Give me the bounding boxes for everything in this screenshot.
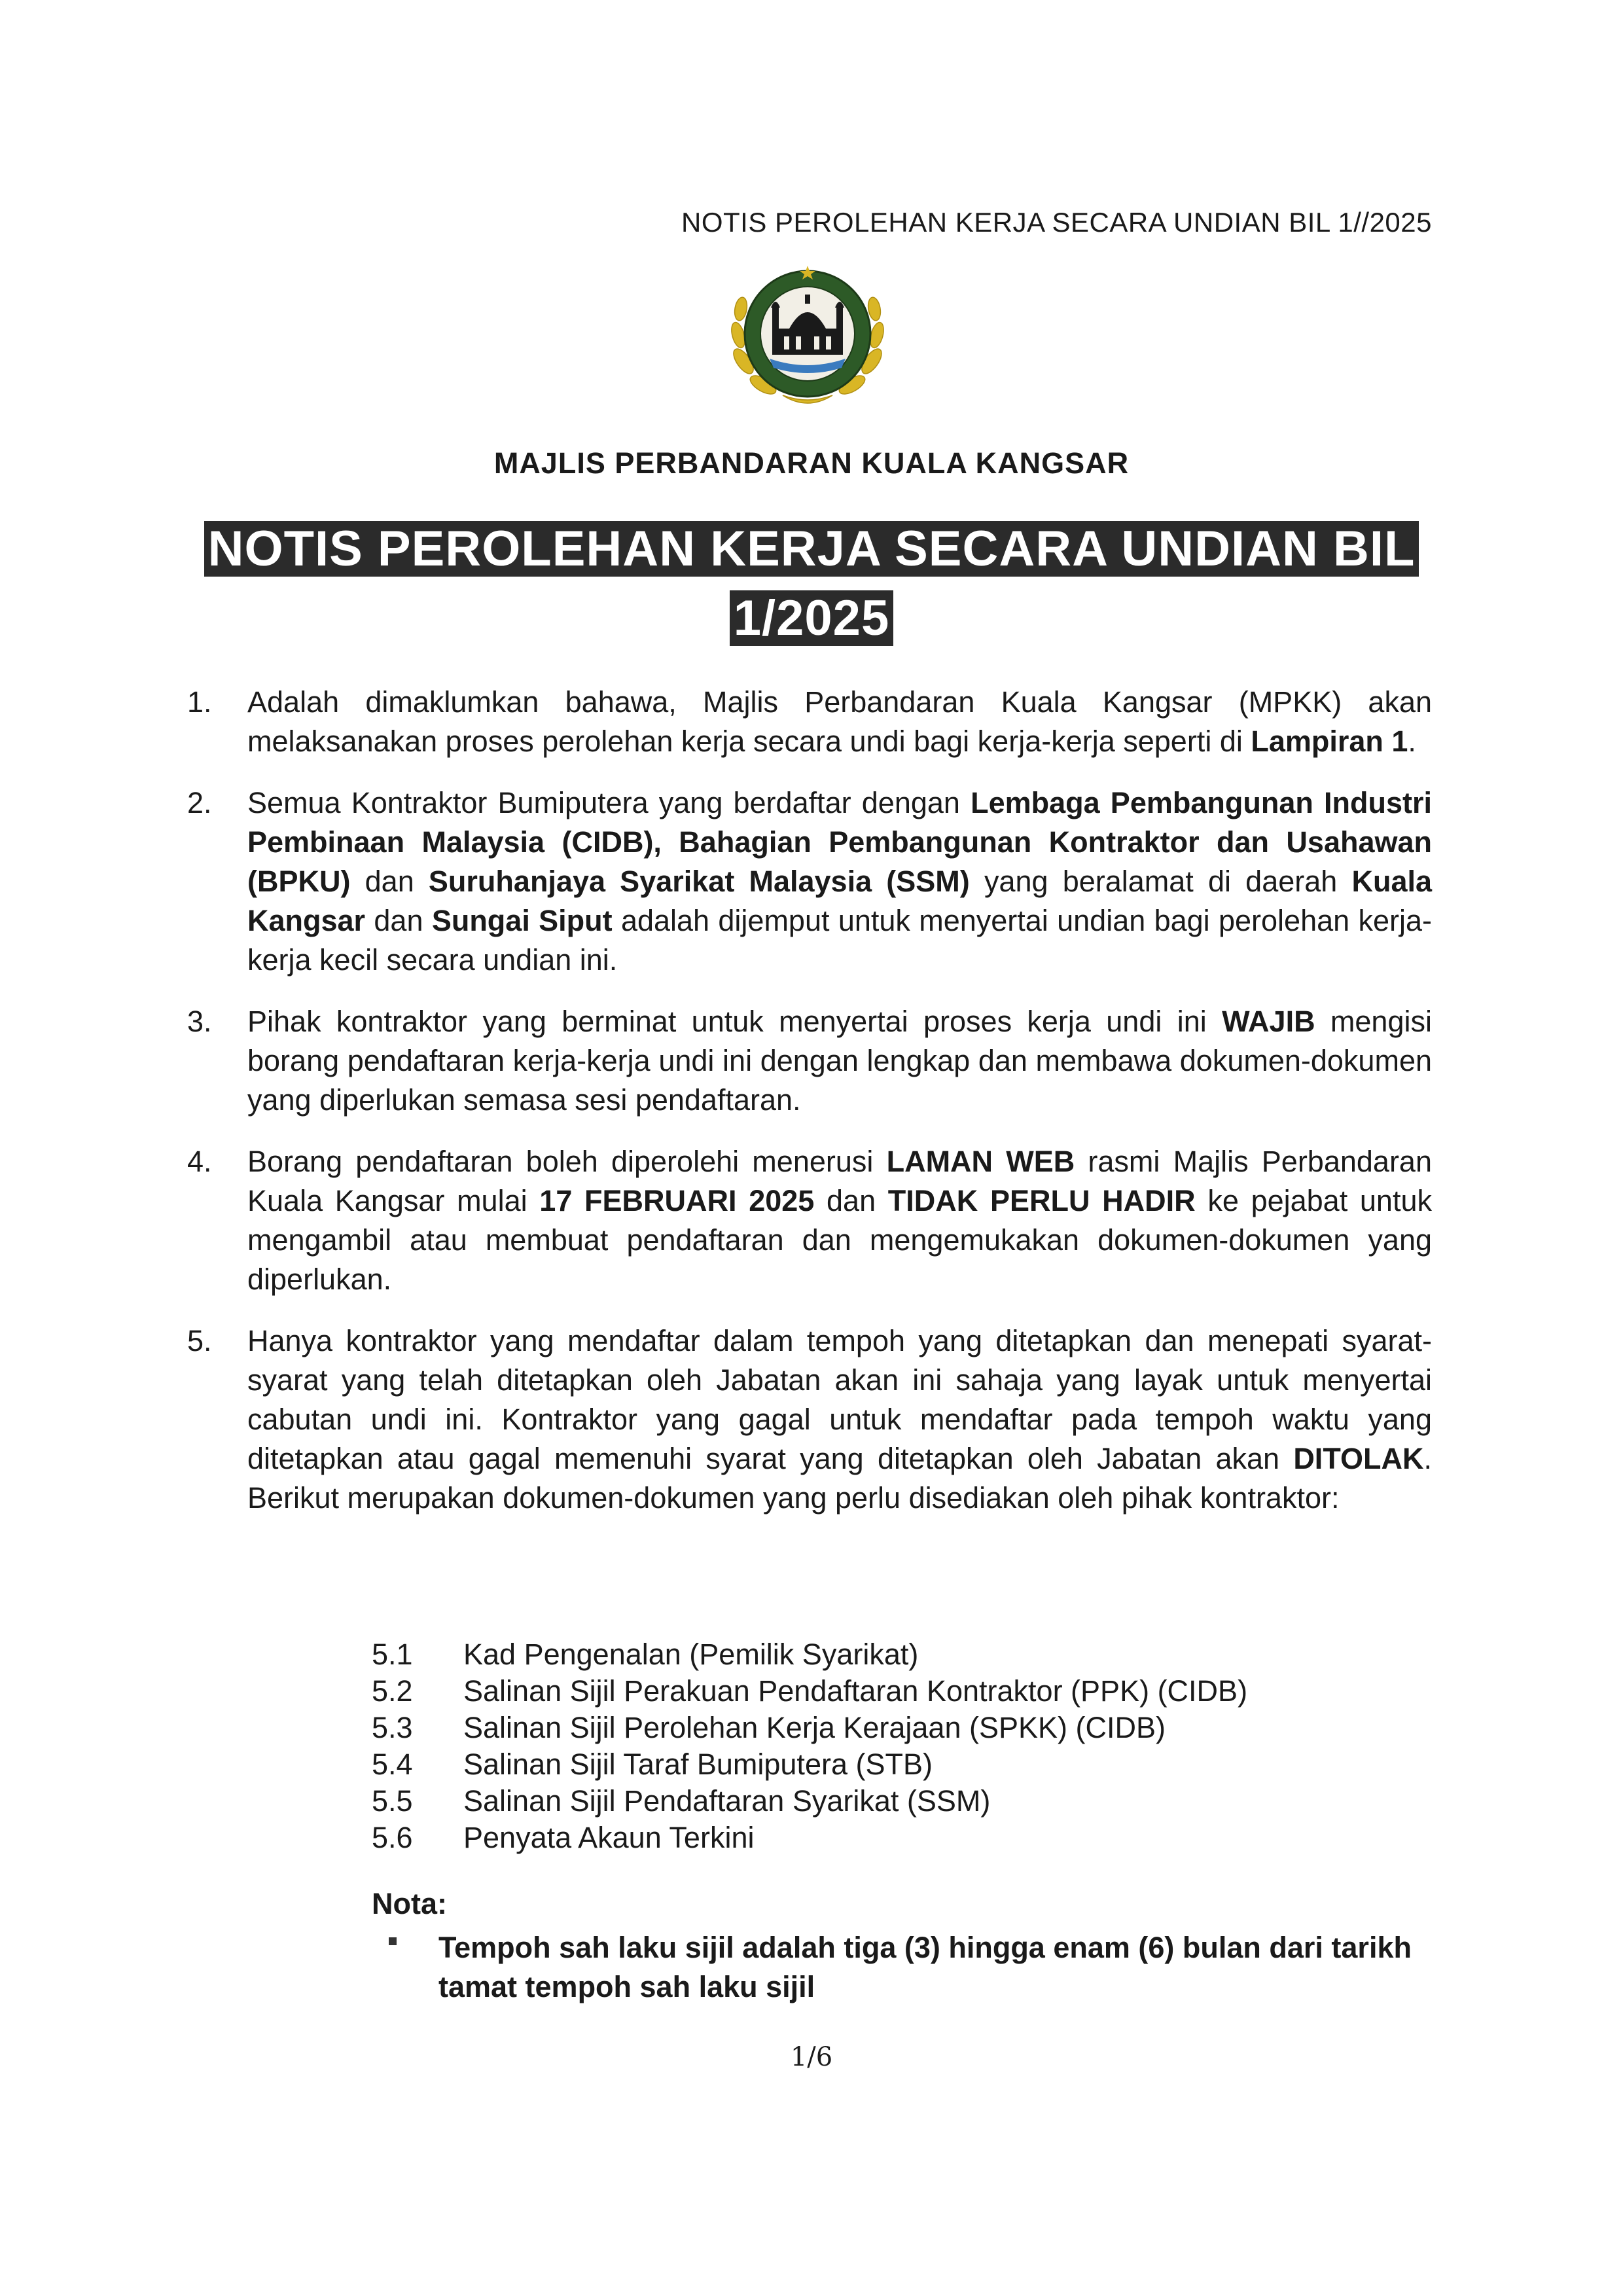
item-text: Pihak kontraktor yang berminat untuk menyertai proses kerja undi ini [247, 1005, 1222, 1038]
item-number: 4. [187, 1145, 212, 1178]
list-item-number: 5.2 [372, 1674, 413, 1708]
notice-item-3 [187, 1002, 1432, 1120]
list-item-number: 5.5 [372, 1784, 413, 1818]
item-text: . [1408, 725, 1416, 758]
list-item-text: Salinan Sijil Pendaftaran Syarikat (SSM) [463, 1784, 991, 1818]
page-title [177, 514, 1446, 653]
item-number: 3. [187, 1005, 212, 1038]
list-item [372, 1783, 1247, 1820]
item-text-bold: WAJIB [1222, 1005, 1315, 1038]
list-item [372, 1820, 1247, 1856]
item-text: Hanya kontraktor yang mendaftar dalam tempoh yang ditetapkan dan menepati syarat-syarat yang telah ditetapkan oleh Jabatan akan ini sahaja yang layak untuk menyertai cabutan undi ini. Kontraktor yang gagal untuk mendaftar pada tempoh waktu yang ditetapkan atau gagal memenuhi syarat yang ditetapkan oleh Jabatan akan [247, 1324, 1432, 1475]
item-text-bold: Lampiran 1 [1251, 725, 1408, 758]
list-item-number: 5.1 [372, 1638, 413, 1671]
notice-items [0, 683, 1623, 1540]
page-number: 1/6 [790, 2042, 833, 2072]
item-text: ke pejabat untuk mengambil atau membuat pendaftaran dan mengemukakan dokumen-dokumen yang diperlukan. [247, 1184, 1432, 1296]
item-text: yang beralamat di daerah [969, 865, 1352, 898]
item-text: . Berikut merupakan dokumen-dokumen yang perlu disediakan oleh pihak kontraktor: [247, 1442, 1432, 1515]
list-item [372, 1636, 1247, 1673]
list-item-text: Salinan Sijil Perolehan Kerja Kerajaan (SPKK) (CIDB) [463, 1711, 1166, 1744]
list-item-number: 5.3 [372, 1711, 413, 1744]
item-text: dan [814, 1184, 888, 1217]
list-item-text: Penyata Akaun Terkini [463, 1821, 755, 1854]
item-number: 2. [187, 786, 212, 819]
bullet-icon [389, 1937, 397, 1945]
council-name: MAJLIS PERBANDARAN KUALA KANGSAR [493, 446, 1130, 480]
list-item [372, 1746, 1247, 1783]
item-text-bold: Suruhanjaya Syarikat Malaysia (SSM) [428, 865, 970, 898]
notice-item-4 [187, 1142, 1432, 1299]
item-text-bold: Sungai Siput [431, 904, 613, 937]
list-item-number: 5.6 [372, 1821, 413, 1854]
nota-item [393, 1928, 1432, 2007]
item-text: mengisi borang pendaftaran kerja-kerja undi ini dengan lengkap dan membawa dokumen-dokumen yang diperlukan semasa sesi pendaftaran. [247, 1005, 1432, 1117]
item-text-bold: TIDAK PERLU HADIR [887, 1184, 1196, 1217]
item-number: 1. [187, 685, 212, 719]
list-item [372, 1710, 1247, 1746]
item-text-bold: DITOLAK [1293, 1442, 1424, 1475]
item-text: adalah dijemput untuk menyertai undian bagi perolehan kerja-kerja kecil secara undian ini. [247, 904, 1432, 977]
notice-item-1 [187, 683, 1432, 761]
page-title-text: NOTIS PEROLEHAN KERJA SECARA UNDIAN BIL 1/2025 [204, 521, 1419, 646]
item-text-bold: LAMAN WEB [886, 1145, 1075, 1178]
reference-number: NOTIS PEROLEHAN KERJA SECARA UNDIAN BIL 1//2025 [681, 207, 1432, 238]
required-documents-list [372, 1636, 1247, 1856]
item-text-bold: 17 FEBRUARI 2025 [539, 1184, 815, 1217]
list-item-number: 5.4 [372, 1748, 413, 1781]
item-number: 5. [187, 1324, 212, 1357]
council-crest-icon [724, 257, 891, 414]
notice-item-2 [187, 783, 1433, 980]
list-item [372, 1673, 1247, 1710]
item-text: Borang pendaftaran boleh diperolehi menerusi [247, 1145, 887, 1178]
nota-text: Tempoh sah laku sijil adalah tiga (3) hingga enam (6) bulan dari tarikh tamat tempoh sah laku sijil [438, 1931, 1412, 2003]
item-text: Semua Kontraktor Bumiputera yang berdaftar dengan [247, 786, 971, 819]
notice-item-5 [187, 1321, 1432, 1518]
item-text-bold: Lembaga Pembangunan Industri Pembinaan Malaysia (CIDB), Bahagian Pembangunan Kontraktor dan Usahawan (BPKU) [247, 786, 1432, 898]
item-text-bold: Kuala Kangsar [247, 865, 1433, 937]
item-text: dan [365, 904, 432, 937]
item-text: dan [350, 865, 429, 898]
item-text: Adalah dimaklumkan bahawa, Majlis Perbandaran Kuala Kangsar (MPKK) akan melaksanakan proses perolehan kerja secara undi bagi kerja-kerja seperti di [247, 685, 1432, 758]
list-item-text: Salinan Sijil Perakuan Pendaftaran Kontraktor (PPK) (CIDB) [463, 1674, 1248, 1708]
item-text: rasmi Majlis Perbandaran Kuala Kangsar mulai [247, 1145, 1432, 1217]
nota-label: Nota: [372, 1887, 447, 1920]
list-item-text: Kad Pengenalan (Pemilik Syarikat) [463, 1638, 919, 1671]
list-item-text: Salinan Sijil Taraf Bumiputera (STB) [463, 1748, 933, 1781]
